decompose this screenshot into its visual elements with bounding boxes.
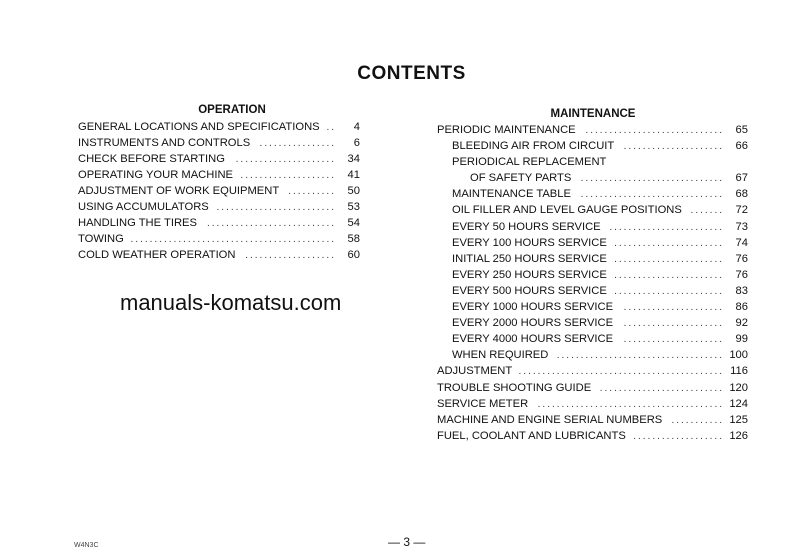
leader-dots: ..................... [623, 141, 724, 153]
toc-entry [434, 154, 748, 170]
toc-entry [434, 251, 748, 267]
leader-dots: ....................................... [537, 398, 724, 410]
leader-dots: .......................... [599, 382, 724, 394]
leader-dots: ........................... [206, 218, 336, 229]
toc-entry-label: EVERY 100 HOURS SERVICE [452, 236, 607, 249]
toc-entry-label: EVERY 2000 HOURS SERVICE [452, 317, 614, 330]
toc-entry-page: 76 [735, 268, 748, 281]
watermark: manuals-komatsu.com [120, 290, 342, 315]
leader-dots: ........................................... [130, 234, 336, 245]
toc-entry [434, 412, 748, 428]
leader-dots: ....................... [614, 237, 724, 249]
toc-entry-label: EVERY 500 HOURS SERVICE [452, 284, 607, 297]
toc-entry-label: USING ACCUMULATORS [78, 201, 209, 213]
toc-entry [434, 331, 748, 347]
toc-entry-label: FUEL, COOLANT AND LUBRICANTS [437, 429, 626, 442]
leader-dots: .............................. [580, 189, 724, 201]
toc-entry-label: ADJUSTMENT [437, 365, 513, 378]
leader-dots: ......................... [216, 202, 336, 213]
toc-entry [78, 119, 360, 135]
toc-entry [434, 186, 748, 202]
leader-dots: ................................... [556, 350, 724, 362]
leader-dots: ................ [259, 138, 336, 149]
toc-entry [78, 231, 360, 247]
leader-dots: ....................... [614, 269, 724, 281]
toc-entry [434, 363, 748, 379]
toc-entry-page: 100 [729, 349, 748, 362]
toc-entry-label: EVERY 1000 HOURS SERVICE [452, 301, 614, 314]
toc-entry [78, 135, 360, 151]
operation-toc [78, 119, 360, 263]
page-number: — 3 — [388, 535, 426, 549]
toc-entry-page: 120 [729, 381, 748, 394]
toc-entry-page: 60 [347, 249, 360, 261]
toc-entry [78, 183, 360, 199]
toc-entry-label: OIL FILLER AND LEVEL GAUGE POSITIONS [452, 204, 682, 217]
leader-dots: ..................... [235, 154, 336, 165]
toc-entry [434, 138, 748, 154]
toc-entry [434, 202, 748, 218]
toc-entry-label: INITIAL 250 HOURS SERVICE [452, 252, 607, 265]
toc-entry-page: 86 [735, 301, 748, 314]
toc-entry-label: BLEEDING AIR FROM CIRCUIT [452, 140, 615, 153]
leader-dots: .......... [288, 186, 336, 197]
toc-entry [434, 428, 748, 444]
toc-entry [78, 151, 360, 167]
toc-entry-page: 72 [735, 204, 748, 217]
toc-entry-page: 34 [347, 153, 360, 165]
leader-dots: ................... [245, 250, 336, 261]
toc-entry-label: OPERATING YOUR MACHINE [78, 169, 233, 181]
toc-entry [434, 315, 748, 331]
toc-entry-page: 54 [347, 217, 360, 229]
toc-entry-label: TROUBLE SHOOTING GUIDE [437, 381, 592, 394]
toc-entry-page: 6 [353, 137, 360, 149]
toc-entry-page: 99 [735, 333, 748, 346]
toc-entry [434, 267, 748, 283]
toc-entry-label: MAINTENANCE TABLE [452, 188, 571, 201]
leader-dots: ................... [633, 430, 724, 442]
toc-entry-page: 125 [729, 413, 748, 426]
toc-entry [434, 396, 748, 412]
toc-entry-page: 66 [735, 140, 748, 153]
toc-entry-page: 116 [730, 365, 748, 378]
leader-dots: ....... [690, 205, 724, 217]
toc-entry-label: EVERY 4000 HOURS SERVICE [452, 333, 614, 346]
toc-entry [434, 219, 748, 235]
toc-entry-label: OF SAFETY PARTS [470, 172, 572, 185]
toc-entry-label: WHEN REQUIRED [452, 349, 549, 362]
toc-entry-page: 68 [735, 188, 748, 201]
toc-entry [434, 235, 748, 251]
toc-entry-page: 124 [729, 397, 748, 410]
toc-entry-page: 126 [729, 429, 748, 442]
toc-entry [434, 122, 748, 138]
toc-entry-page: 53 [347, 201, 360, 213]
toc-entry-page: 73 [735, 220, 748, 233]
toc-entry-label: EVERY 50 HOURS SERVICE [452, 220, 601, 233]
leader-dots: ..................... [623, 302, 724, 314]
toc-entry-page: 83 [735, 284, 748, 297]
maintenance-toc [434, 122, 748, 444]
toc-entry [434, 299, 748, 315]
toc-entry-label: SERVICE METER [437, 397, 529, 410]
leader-dots: ............................. [585, 125, 724, 136]
toc-entry-page: 58 [347, 233, 360, 245]
document-code: W4N3C [74, 542, 99, 549]
leader-dots: .............................. [580, 173, 724, 185]
toc-entry-page: 41 [347, 169, 360, 181]
toc-entry-label: INSTRUMENTS AND CONTROLS [78, 137, 251, 149]
toc-entry [434, 283, 748, 299]
toc-entry-label: TOWING [78, 233, 124, 245]
toc-entry-page: 50 [347, 185, 360, 197]
maintenance-heading: MAINTENANCE [550, 108, 636, 120]
leader-dots: ..................... [623, 334, 724, 346]
toc-entry [78, 215, 360, 231]
toc-entry [78, 247, 360, 263]
toc-entry-page: 4 [353, 121, 360, 133]
toc-entry [434, 380, 748, 396]
toc-entry-label: COLD WEATHER OPERATION [78, 249, 236, 261]
leader-dots: ..................... [623, 318, 724, 330]
page-title: CONTENTS [357, 63, 466, 84]
leader-dots: ....................... [614, 253, 724, 265]
leader-dots: ........................................... [518, 366, 724, 378]
leader-dots: .................... [240, 170, 336, 181]
toc-entry-page: 74 [735, 236, 748, 249]
leader-dots: ....................... [614, 285, 724, 297]
toc-entry-label: MACHINE AND ENGINE SERIAL NUMBERS [437, 413, 663, 426]
toc-entry-label: PERIODIC MAINTENANCE [437, 124, 576, 136]
toc-entry-page: 76 [735, 252, 748, 265]
toc-entry [78, 199, 360, 215]
toc-entry [78, 167, 360, 183]
toc-entry-page: 67 [735, 172, 748, 185]
toc-entry-label: PERIODICAL REPLACEMENT [452, 156, 607, 169]
leader-dots: .. [326, 122, 336, 133]
toc-entry-page: 92 [735, 317, 748, 330]
toc-entry-label: ADJUSTMENT OF WORK EQUIPMENT [78, 185, 280, 197]
toc-entry-label: HANDLING THE TIRES [78, 217, 197, 229]
leader-dots: ........................ [609, 221, 724, 233]
toc-entry-page: 65 [735, 124, 748, 136]
toc-entry-label: EVERY 250 HOURS SERVICE [452, 268, 607, 281]
operation-heading: OPERATION [198, 104, 266, 116]
toc-entry-label: GENERAL LOCATIONS AND SPECIFICATIONS [78, 121, 320, 133]
leader-dots: ........... [671, 414, 724, 426]
toc-entry [434, 347, 748, 363]
toc-entry-label: CHECK BEFORE STARTING [78, 153, 225, 165]
toc-entry [434, 170, 748, 186]
